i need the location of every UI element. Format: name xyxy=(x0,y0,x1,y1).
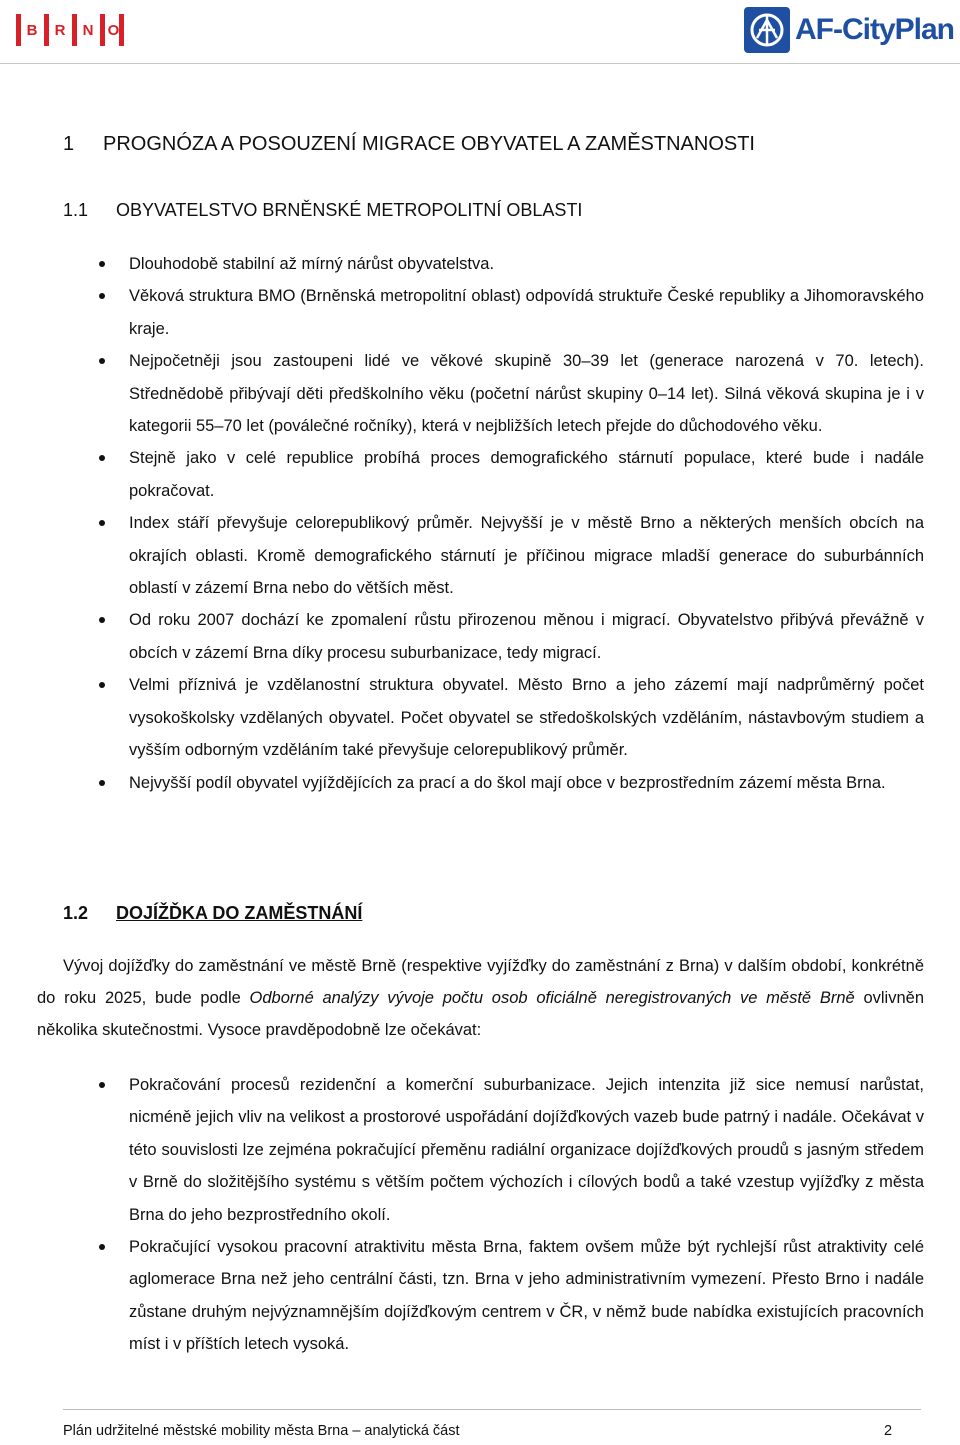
section-title: PROGNÓZA A POSOUZENÍ MIGRACE OBYVATEL A ZAMĚSTNANOSTI xyxy=(103,133,755,155)
brno-logo-letter: O xyxy=(100,14,124,46)
list-item: Od roku 2007 dochází ke zpomalení růstu přirozenou měnou i migrací. Obyvatelstvo přibývá převážně v obcích v zázemí Brna díky procesu suburbanizace, tedy migrací. xyxy=(0,604,924,669)
section-title: OBYVATELSTVO BRNĚNSKÉ METROPOLITNÍ OBLASTI xyxy=(116,200,583,220)
brno-logo xyxy=(16,14,128,46)
section-1-2-paragraph xyxy=(37,950,924,1046)
af-cityplan-logo xyxy=(744,7,954,53)
af-logo-text: AF-CityPlan xyxy=(795,13,955,46)
footer-divider xyxy=(63,1409,921,1410)
brno-logo-letter: R xyxy=(44,14,68,46)
list-item: Nejpočetněji jsou zastoupeni lidé ve věkové skupině 30–39 let (generace narozená v 70. letech). Střednědobě přibývají děti předškolního věku (početní nárůst skupiny 0–14 let). Silná věková skupina je i v kategorii 55–70 let (poválečné ročníky), která v nejbližších letech přejde do důchodového věku. xyxy=(0,345,924,442)
list-item: Index stáří převyšuje celorepublikový průměr. Nejvyšší je v městě Brno a některých menších obcích na okrajích oblasti. Kromě demografického stárnutí je příčinou migrace mladší generace do suburbánních oblastí v zázemí Brna nebo do větších měst. xyxy=(0,507,924,604)
page-header xyxy=(0,0,960,64)
footer-title: Plán udržitelné městské mobility města Brna – analytická část xyxy=(63,1423,460,1439)
page-number: 2 xyxy=(884,1423,893,1439)
list-item: Věková struktura BMO (Brněnská metropolitní oblast) odpovídá struktuře České republiky a Jihomoravského kraje. xyxy=(0,280,924,345)
list-item: Velmi příznivá je vzdělanostní struktura obyvatel. Město Brno a jeho zázemí mají nadprůměrný počet vysokoškolsky vzdělaných obyvatel. Počet obyvatel se středoškolských vzděláním, nástavbovým studiem a vyšším odborným vzděláním také převyšuje celorepublikový průměr. xyxy=(0,669,924,766)
list-item: Dlouhodobě stabilní až mírný nárůst obyvatelstva. xyxy=(0,248,924,280)
paragraph-text: Vývoj dojížďky do zaměstnání ve městě Brně (respektive vyjížďky do zaměstnání z Brna) v dalším období, konkrétně do roku 2025, bude podle xyxy=(37,957,924,1007)
section-number: 1.1 xyxy=(63,200,89,220)
af-emblem-icon xyxy=(744,7,790,53)
list-item: Pokračování procesů rezidenční a komerční suburbanizace. Jejich intenzita již sice nemusí narůstat, nicméně jejich vliv na velikost a prostorové uspořádání dojížďkových vazeb bude patrný i nadále. Očekávat v této souvislosti lze zejména pokračující přeměnu radiální organizace dojížďkových proudů s jasným středem v Brně do složitějšího systému s větším počtem výchozích i cílových bodů a také vzestup vyjížďky z města Brna do jeho bezprostředního okolí. xyxy=(0,1069,924,1231)
list-item: Pokračující vysokou pracovní atraktivitu města Brna, faktem ovšem může být rychlejší růst atraktivity celé aglomerace Brna než jeho centrální části, tzn. Brna v jeho administrativním vymezení. Přesto Brno i nadále zůstane druhým nejvýznamnějším dojížďkovým centrem v ČR, v němž bude nabídka existujících pracovních míst i v příštích letech vysoká. xyxy=(0,1231,924,1361)
paragraph-citation: Odborné analýzy vývoje počtu osob oficiálně neregistrovaných ve městě Brně xyxy=(249,989,855,1007)
header-divider xyxy=(0,63,960,64)
section-1-1-heading xyxy=(63,200,582,221)
section-number: 1.2 xyxy=(63,903,89,923)
section-number: 1 xyxy=(63,133,75,155)
section-title: DOJÍŽĎKA DO ZAMĚSTNÁNÍ xyxy=(116,903,363,923)
list-item: Stejně jako v celé republice probíhá proces demografického stárnutí populace, které bude i nadále pokračovat. xyxy=(0,442,924,507)
brno-logo-letter: N xyxy=(72,14,96,46)
list-item: Nejvyšší podíl obyvatel vyjíždějících za prací a do škol mají obce v bezprostředním zázemí města Brna. xyxy=(0,767,924,799)
section-1-heading xyxy=(63,133,755,156)
section-1-2-heading xyxy=(63,903,362,924)
section-1-2-bullet-list xyxy=(0,1069,924,1361)
brno-logo-letter: B xyxy=(16,14,40,46)
paragraph-text: ovlivněn několika skutečnostmi. Vysoce pravděpodobně lze očekávat: xyxy=(37,989,925,1039)
section-1-1-bullet-list xyxy=(0,248,924,799)
